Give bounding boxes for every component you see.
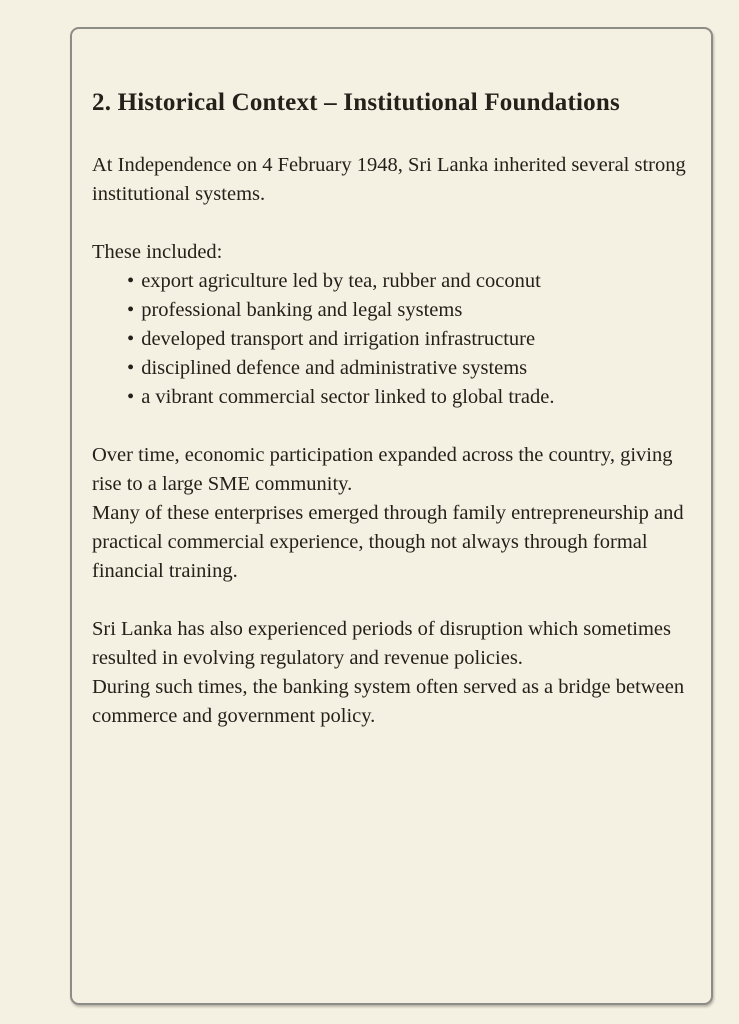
list-item-text: a vibrant commercial sector linked to global trade. [141, 386, 555, 408]
slide-frame [70, 27, 713, 1005]
list-item-text: professional banking and legal systems [141, 299, 463, 321]
list-item [127, 354, 687, 383]
bullet-icon: • [127, 270, 135, 292]
list-item [127, 296, 687, 325]
list-item [127, 383, 687, 412]
sentence-family-entrepreneurship: Many of these enterprises emerged through family entrepreneurship and practical commercial experience, though not always through formal financial training. [92, 502, 684, 582]
list-item [127, 267, 687, 296]
bullet-icon: • [127, 328, 135, 350]
list-intro: These included: [92, 241, 223, 263]
paragraph-independence: At Independence on 4 February 1948, Sri Lanka inherited several strong institutional systems. [92, 154, 686, 205]
bullet-icon: • [127, 386, 135, 408]
sentence-banking-bridge: During such times, the banking system often served as a bridge between commerce and government policy. [92, 676, 685, 727]
sentence-disruption: Sri Lanka has also experienced periods of disruption which sometimes resulted in evolving regulatory and revenue policies. [92, 618, 671, 669]
included-section [92, 238, 687, 412]
list-item [127, 325, 687, 354]
page-title: 2. Historical Context – Institutional Foundations [92, 89, 620, 116]
bullet-icon: • [127, 357, 135, 379]
bullet-list [92, 267, 687, 412]
sentence-sme-growth: Over time, economic participation expanded across the country, giving rise to a large SME community. [92, 444, 673, 495]
paragraph-sme [92, 441, 687, 586]
list-item-text: export agriculture led by tea, rubber and coconut [141, 270, 541, 292]
list-item-text: disciplined defence and administrative systems [141, 357, 528, 379]
bullet-icon: • [127, 299, 135, 321]
paragraph-disruption [92, 615, 687, 731]
list-item-text: developed transport and irrigation infrastructure [141, 328, 536, 350]
